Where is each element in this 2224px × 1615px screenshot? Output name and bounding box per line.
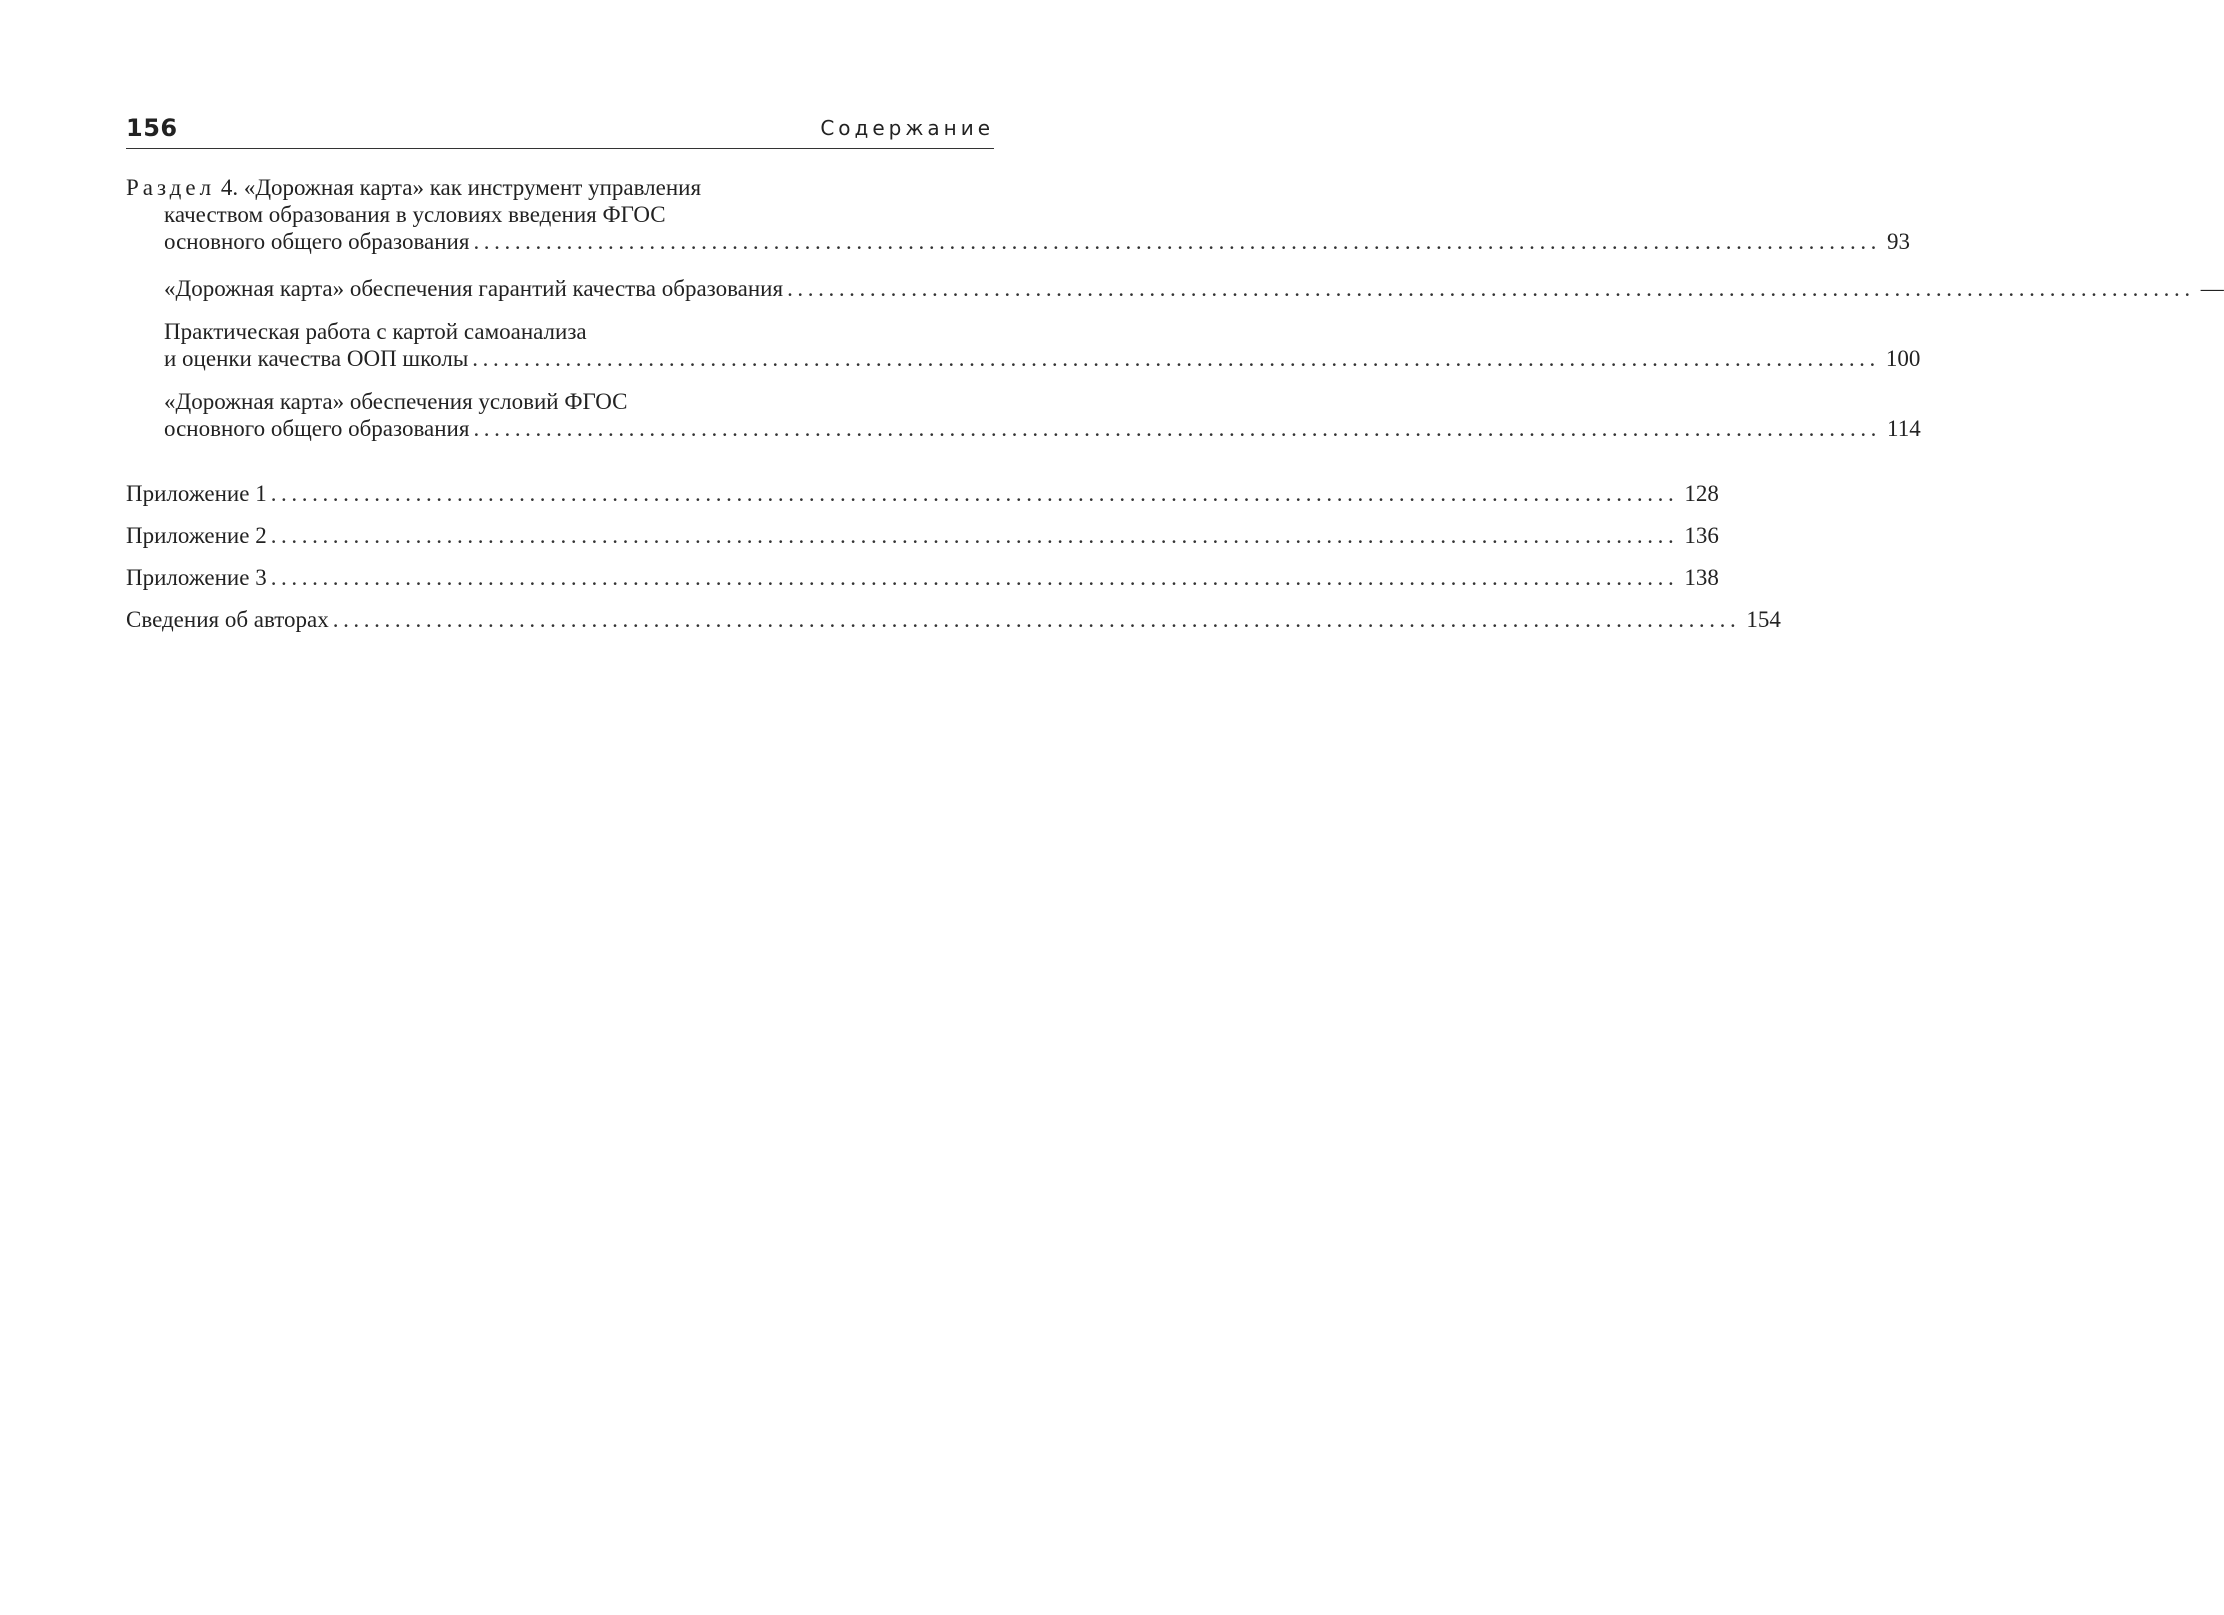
toc-entry-title-line: Практическая работа с картой самоанализа xyxy=(164,319,587,344)
toc-entry-title-line xyxy=(126,174,994,201)
page-number: 156 xyxy=(126,114,178,142)
toc-entry-title: Приложение 1 xyxy=(126,481,267,506)
toc-page-number: 138 xyxy=(1684,565,1719,590)
toc-entry-subsection[interactable] xyxy=(126,275,2224,302)
toc-entry-subsection[interactable] xyxy=(126,318,1921,372)
toc-entry-leader-line xyxy=(126,480,1719,507)
page-header xyxy=(126,108,994,149)
toc-page-number: — xyxy=(2200,276,2224,301)
dot-leader: ........................................................................................................................................ xyxy=(332,607,1741,632)
dot-leader: ........................................................................................................................................ xyxy=(472,346,1880,371)
toc-entry-subsection[interactable] xyxy=(126,388,1921,442)
toc-entry-title: Приложение 3 xyxy=(126,565,267,590)
dot-leader: ........................................................................................................................................ xyxy=(270,523,1679,548)
section-prefix: Раздел xyxy=(126,175,216,200)
toc-page-number: 114 xyxy=(1887,416,1921,441)
toc-entry-section-4[interactable] xyxy=(126,174,1911,255)
toc-entry-title: Приложение 2 xyxy=(126,523,267,548)
toc-entry-authors[interactable] xyxy=(126,606,1781,633)
table-of-contents xyxy=(126,174,2224,648)
toc-entry-leader-line xyxy=(126,564,1719,591)
toc-entry-leader-line xyxy=(164,415,1921,442)
toc-entry-leader-line xyxy=(164,345,1921,372)
toc-entry-title-line: «Дорожная карта» обеспечения условий ФГОС xyxy=(164,389,628,414)
dot-leader: ........................................................................................................................................ xyxy=(270,565,1679,590)
running-title: Содержание xyxy=(820,116,994,140)
toc-page-number: 93 xyxy=(1887,229,1911,254)
dot-leader: ........................................................................................................................................ xyxy=(787,276,2195,301)
toc-entry-title: Сведения об авторах xyxy=(126,607,329,632)
toc-entry-appendix-1[interactable] xyxy=(126,480,1719,507)
dot-leader: ........................................................................................................................................ xyxy=(473,416,1882,441)
toc-entry-title: «Дорожная карта» обеспечения гарантий качества образования xyxy=(164,276,784,301)
toc-entry-title-line: основного общего образования xyxy=(164,416,470,441)
toc-entry-title-line: качеством образования в условиях введения ФГОС xyxy=(164,202,666,227)
dot-leader: ........................................................................................................................................ xyxy=(473,229,1882,254)
toc-entry-leader-line xyxy=(126,228,1911,255)
toc-page-number: 128 xyxy=(1684,481,1719,506)
toc-page-number: 136 xyxy=(1684,523,1719,548)
toc-entry-title-line: основного общего образования xyxy=(164,229,470,254)
toc-entry-leader-line xyxy=(126,522,1719,549)
toc-entry-title-line: и оценки качества ООП школы xyxy=(164,346,469,371)
toc-page-number: 100 xyxy=(1885,346,1921,371)
toc-page-number: 154 xyxy=(1746,607,1781,632)
dot-leader: ........................................................................................................................................ xyxy=(270,481,1679,506)
section-title: 4. «Дорожная карта» как инструмент управления xyxy=(215,175,702,200)
toc-entry-appendix-2[interactable] xyxy=(126,522,1719,549)
toc-entry-appendix-3[interactable] xyxy=(126,564,1719,591)
toc-entry-leader-line xyxy=(126,606,1781,633)
toc-entry-leader-line xyxy=(164,275,2224,302)
